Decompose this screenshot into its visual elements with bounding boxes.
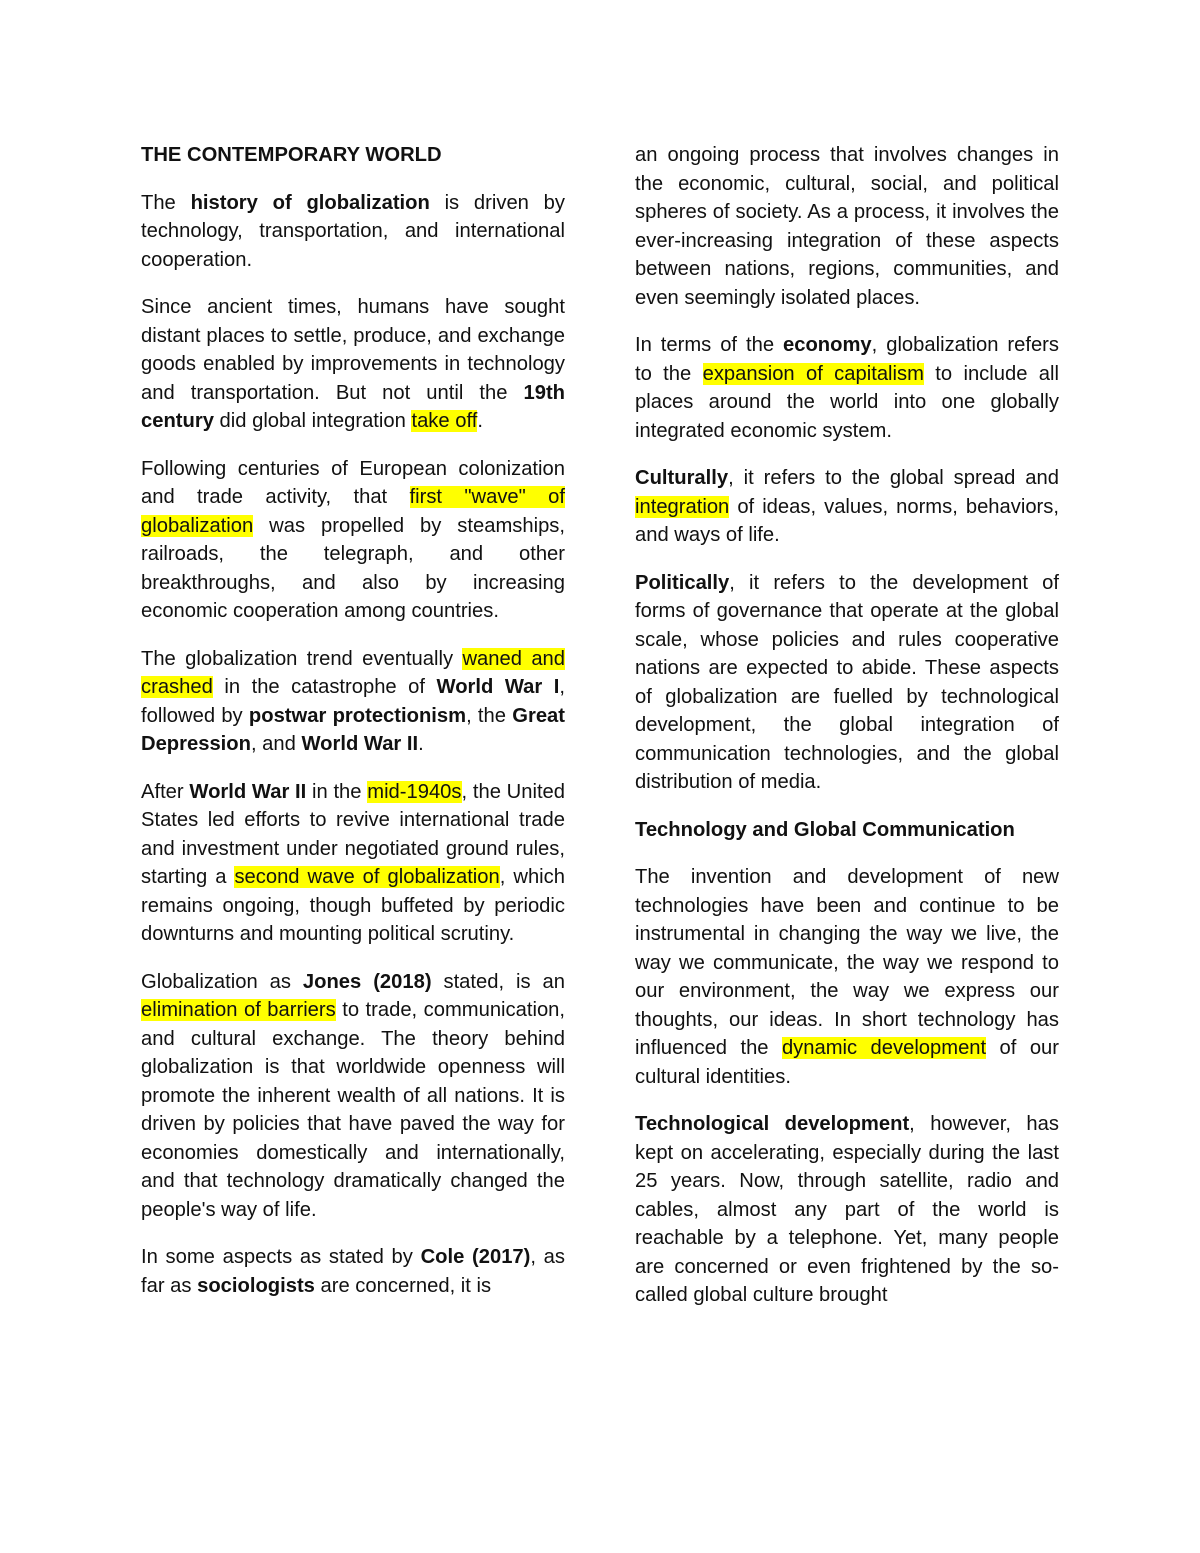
bold-text: Technological development: [635, 1113, 910, 1135]
highlighted-text: first "wave" of globalization: [141, 486, 565, 537]
text-run: , followed by: [141, 676, 565, 727]
highlighted-text: second wave of globalization: [234, 866, 500, 888]
left-column: [141, 141, 565, 1319]
section-heading: [141, 141, 565, 170]
bold-text: 19th century: [141, 381, 565, 432]
text-run: The globalization trend eventually: [141, 647, 463, 670]
text-run: .: [418, 733, 424, 755]
highlighted-text: mid-1940s: [367, 780, 462, 803]
text-run: , and: [250, 733, 302, 755]
text-run: in the: [306, 780, 368, 803]
text-run: of ideas, values, norms, behaviors, and ways of life.: [635, 495, 1059, 546]
bold-text: Culturally: [635, 467, 729, 489]
text-run: , the United States led efforts to revive international trade and investment under negotiated ground rules, starting a: [141, 780, 566, 888]
paragraph: [635, 1110, 1059, 1310]
text-run: In some aspects as stated by: [141, 1246, 421, 1268]
bold-text: World War II: [189, 780, 307, 803]
text-run: was propelled by steamships, railroads, the telegraph, and other breakthroughs, and also by increasing economic cooperation among countries.: [141, 514, 565, 622]
text-run: an ongoing process that involves changes in the economic, cultural, social, and political spheres of society. As a process, it involves the ever-increasing integration of these aspects between nations, regions, communities, and even seemingly isolated places.: [635, 144, 1059, 309]
text-run: , as far as: [141, 1246, 565, 1297]
highlighted-text: waned and crashed: [141, 647, 566, 698]
bold-text: World War II: [301, 733, 419, 755]
paragraph: [635, 569, 1059, 797]
bold-text: Cole (2017): [420, 1246, 531, 1268]
paragraph: [141, 968, 565, 1225]
bold-text: history of globalization: [190, 191, 430, 214]
text-run: , it refers to the development of forms of governance that operate at the global scale, whose policies and rules cooperative nations are expected to abide. These aspects of globalization are fuelled by technological development, the global integration of communication technologies, and the global distribution of media.: [635, 571, 1059, 793]
paragraph: [635, 331, 1059, 445]
text-run: , the: [466, 704, 513, 727]
paragraph: [141, 293, 565, 436]
paragraph: [635, 863, 1059, 1091]
paragraph: [635, 141, 1059, 312]
highlighted-text: take off: [411, 410, 478, 432]
highlighted-text: dynamic development: [781, 1037, 987, 1059]
section-heading: [635, 816, 1059, 845]
right-column: [635, 141, 1059, 1329]
paragraph: [141, 455, 565, 626]
text-run: Globalization as: [141, 970, 303, 993]
highlighted-text: elimination of barriers: [141, 999, 336, 1021]
text-run: , globalization refers to the: [635, 334, 1060, 385]
text-run: to include all places around the world into one globally integrated economic system.: [635, 362, 1059, 442]
bold-text: Technology and Global Communication: [635, 818, 1015, 841]
text-run: Since ancient times, humans have sought distant places to settle, produce, and exchange goods enabled by improvements in technology and transportation. But not until the: [141, 296, 565, 404]
text-run: , which remains ongoing, though buffeted by periodic downturns and mounting political scrutiny.: [141, 866, 565, 945]
bold-text: economy: [783, 334, 872, 356]
text-run: After: [141, 780, 190, 803]
paragraph: [141, 645, 565, 759]
text-run: did global integration: [213, 410, 412, 432]
paragraph: [635, 464, 1059, 550]
text-run: The: [141, 191, 191, 214]
bold-text: Politically: [635, 571, 730, 594]
text-run: In terms of the: [635, 334, 784, 356]
bold-text: World War I: [436, 676, 560, 698]
text-run: The invention and development of new technologies have been and continue to be instrumental in changing the way we live, the way we communicate, the way we respond to our environment, the way we express our thoughts, our ideas. In short technology has influenced the: [635, 866, 1059, 1059]
bold-text: Great Depression: [141, 704, 566, 755]
text-run: is driven by technology, transportation, and international cooperation.: [141, 191, 565, 271]
text-run: Following centuries of European colonization and trade activity, that: [141, 457, 565, 508]
paragraph: [141, 1243, 565, 1300]
text-run: of our cultural identities.: [635, 1037, 1059, 1088]
text-run: stated, is an: [431, 970, 565, 993]
bold-text: Jones (2018): [302, 970, 432, 993]
text-run: in the catastrophe of: [212, 676, 437, 698]
paragraph: [141, 189, 565, 275]
text-run: to trade, communication, and cultural exchange. The theory behind globalization is that worldwide openness will promote the inherent wealth of all nations. It is driven by policies that have paved the way for economies domestically and internationally, and that technology dramatically changed the people's way of life.: [141, 999, 566, 1221]
highlighted-text: expansion of capitalism: [702, 362, 924, 385]
text-run: , however, has kept on accelerating, especially during the last 25 years. Now, through satellite, radio and cables, almost any part of the world is reachable by a telephone. Yet, many people are concerned or even frightened by the so-called global culture brought: [635, 1113, 1059, 1306]
paragraph: [141, 778, 565, 949]
text-run: are concerned, it is: [314, 1274, 492, 1297]
bold-text: THE CONTEMPORARY WORLD: [141, 144, 442, 166]
bold-text: sociologists: [197, 1274, 315, 1297]
text-run: , it refers to the global spread and: [728, 467, 1059, 489]
bold-text: postwar protectionism: [248, 704, 467, 727]
highlighted-text: integration: [635, 495, 730, 518]
text-run: .: [477, 410, 483, 432]
